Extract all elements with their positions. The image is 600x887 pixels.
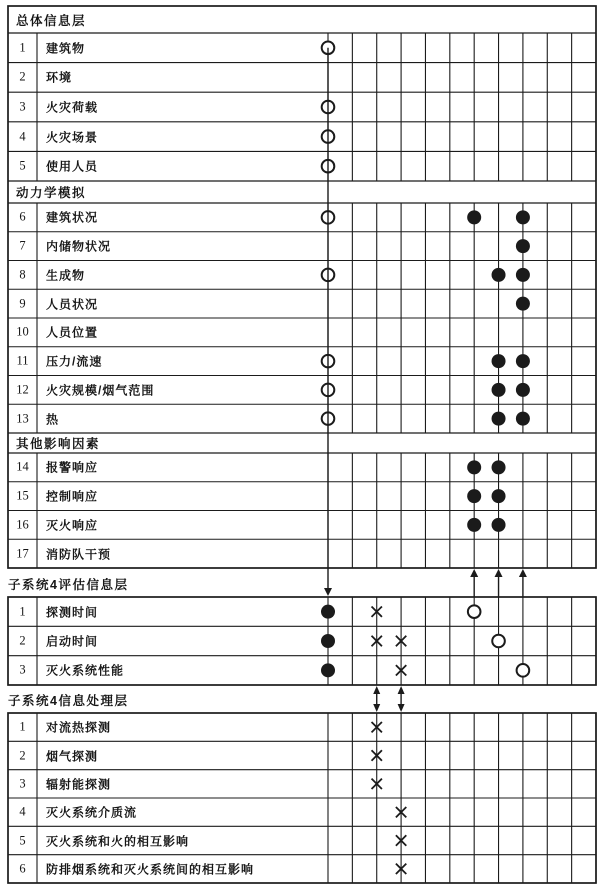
evaluation-up-arrowhead	[470, 569, 478, 577]
row-number: 2	[19, 748, 26, 762]
filled-circle-mark	[467, 518, 481, 532]
filled-circle-mark	[321, 605, 335, 619]
row-number: 16	[16, 517, 29, 532]
row-label: 报警响应	[46, 460, 99, 475]
row-number: 5	[19, 833, 26, 847]
row-label: 压力/流速	[46, 354, 103, 369]
row-number: 4	[19, 129, 26, 144]
filled-circle-mark	[516, 412, 530, 426]
row-number: 10	[16, 324, 29, 339]
row-label: 火灾场景	[46, 130, 99, 145]
row-number: 9	[19, 296, 26, 311]
row-label: 生成物	[46, 268, 86, 283]
main-box-border	[8, 6, 596, 568]
row-label: 辐射能探测	[46, 777, 112, 792]
row-label: 消防队干预	[46, 547, 112, 562]
evaluation-up-arrowhead	[495, 569, 503, 577]
main-flow-down-arrowhead	[324, 588, 332, 596]
filled-circle-mark	[467, 210, 481, 224]
row-number: 4	[19, 804, 26, 819]
filled-circle-mark	[492, 268, 506, 282]
row-number: 6	[19, 209, 26, 224]
row-number: 1	[19, 719, 26, 734]
row-number: 11	[16, 353, 29, 368]
row-label: 人员状况	[46, 297, 99, 312]
row-label: 火灾规模/烟气范围	[46, 383, 155, 398]
filled-circle-mark	[492, 460, 506, 474]
filled-circle-mark	[321, 634, 335, 648]
filled-circle-mark	[516, 297, 530, 311]
row-number: 8	[19, 267, 26, 282]
row-number: 17	[16, 546, 29, 561]
row-label: 灭火响应	[46, 518, 99, 533]
gap-section-label: 子系统4评估信息层	[8, 577, 129, 592]
gap-section-label: 子系统4信息处理层	[8, 694, 129, 708]
open-circle-mark	[517, 664, 530, 677]
row-number: 3	[19, 662, 26, 677]
filled-circle-mark	[516, 383, 530, 397]
row-label: 灭火系统介质流	[46, 805, 138, 820]
row-label: 人员位置	[46, 325, 99, 340]
row-number: 6	[19, 861, 26, 876]
row-label: 控制响应	[46, 489, 99, 504]
open-circle-mark	[468, 605, 481, 618]
row-number: 13	[16, 411, 29, 426]
row-number: 1	[19, 604, 26, 619]
processing-link-down-arrowhead	[373, 704, 380, 712]
filled-circle-mark	[467, 489, 481, 503]
processing-link-up-arrowhead	[373, 686, 380, 694]
row-label: 建筑物	[46, 41, 86, 56]
filled-circle-mark	[492, 383, 506, 397]
row-number: 1	[19, 40, 26, 55]
row-label: 对流热探测	[46, 720, 112, 735]
row-label: 内储物状况	[46, 239, 112, 254]
filled-circle-mark	[467, 460, 481, 474]
row-label: 探测时间	[46, 605, 99, 620]
filled-circle-mark	[492, 412, 506, 426]
row-number: 14	[16, 459, 29, 474]
row-number: 7	[19, 238, 26, 253]
filled-circle-mark	[321, 663, 335, 677]
row-number: 15	[16, 488, 29, 503]
row-number: 12	[16, 382, 29, 397]
row-number: 2	[19, 633, 26, 648]
row-label: 热	[46, 412, 60, 427]
row-label: 烟气探测	[46, 749, 99, 763]
filled-circle-mark	[516, 239, 530, 253]
filled-circle-mark	[516, 210, 530, 224]
processing-link-up-arrowhead	[398, 686, 405, 694]
filled-circle-mark	[516, 354, 530, 368]
section-band-label: 动力学模拟	[16, 186, 87, 200]
row-label: 灭火系统和火的相互影响	[46, 834, 190, 848]
filled-circle-mark	[492, 354, 506, 368]
row-label: 启动时间	[46, 634, 99, 649]
row-label: 火灾荷载	[46, 100, 99, 115]
row-label: 环境	[46, 70, 73, 85]
filled-circle-mark	[492, 518, 506, 532]
processing-link-down-arrowhead	[398, 704, 405, 712]
row-label: 防排烟系统和灭火系统间的相互影响	[46, 862, 255, 877]
row-number: 5	[19, 158, 26, 173]
row-number: 2	[19, 69, 26, 84]
row-label: 使用人员	[46, 159, 99, 174]
filled-circle-mark	[516, 268, 530, 282]
open-circle-mark	[492, 635, 505, 648]
row-number: 3	[19, 99, 26, 114]
section-band-label: 其他影响因素	[16, 437, 101, 451]
row-number: 3	[19, 776, 26, 791]
filled-circle-mark	[492, 489, 506, 503]
row-label: 建筑状况	[46, 210, 99, 225]
section-band-label: 总体信息层	[16, 13, 87, 28]
evaluation-up-arrowhead	[519, 569, 527, 577]
row-label: 灭火系统性能	[46, 663, 125, 678]
